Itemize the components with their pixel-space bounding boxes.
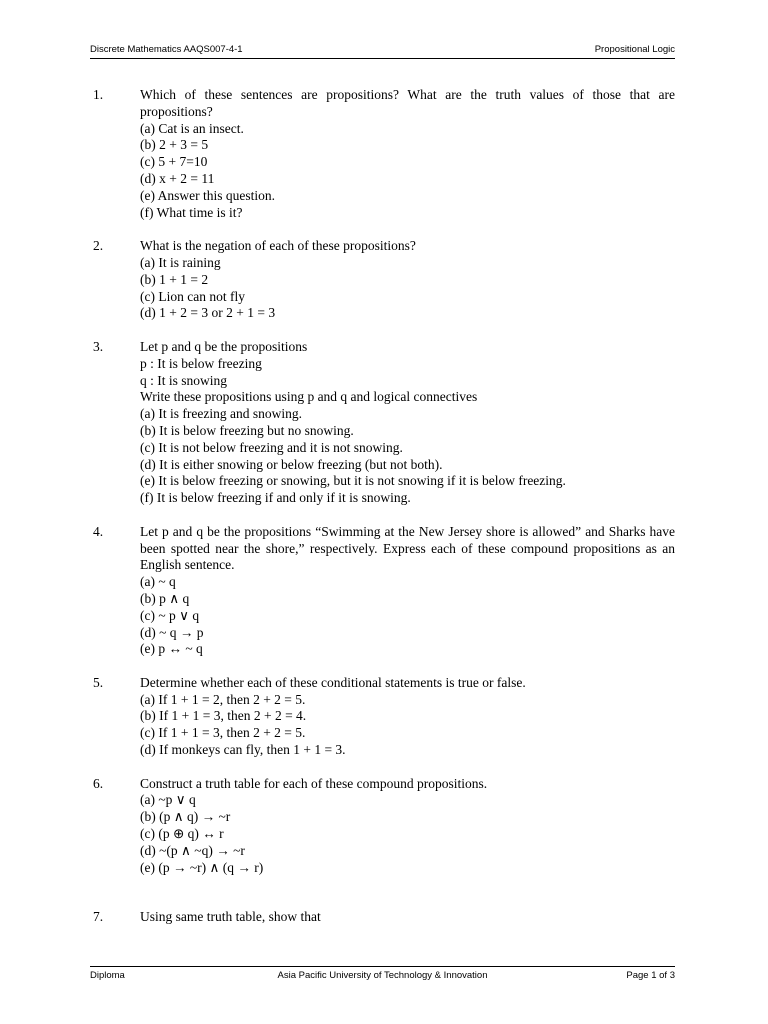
list-item: (c) 5 + 7=10: [140, 154, 208, 170]
question-text: Determine whether each of these conditional statements is true or false.: [140, 674, 526, 690]
question-6: [90, 776, 675, 877]
list-item: (a) ~p ∨ q: [140, 792, 196, 808]
question-number: 6.: [93, 775, 104, 791]
question-number: 4.: [93, 523, 104, 539]
list-item: (a) It is raining: [140, 254, 221, 270]
list-item: (e) It is below freezing or snowing, but it is not snowing if it is below freezing.: [140, 473, 566, 489]
list-item: (c) Lion can not fly: [140, 288, 245, 304]
footer-page-number: Page 1 of 3: [626, 970, 675, 981]
proposition-p: p : It is below freezing: [140, 355, 262, 371]
list-item: (e) Answer this question.: [140, 187, 275, 203]
question-instruction: Write these propositions using p and q and logical connectives: [140, 389, 478, 405]
list-item: (f) What time is it?: [140, 204, 243, 220]
list-item: (a) Cat is an insect.: [140, 120, 244, 136]
question-text: What is the negation of each of these propositions?: [140, 238, 416, 254]
page-footer: [90, 966, 675, 983]
list-item: (a) If 1 + 1 = 2, then 2 + 2 = 5.: [140, 691, 306, 707]
list-item: (c) (p ⊕ q) ↔ r: [140, 826, 224, 842]
question-5: [90, 675, 675, 759]
list-item: (d) It is either snowing or below freezing (but not both).: [140, 456, 443, 472]
page-header: [90, 44, 675, 59]
header-course: Discrete Mathematics AAQS007-4-1: [90, 44, 243, 55]
question-4: [90, 524, 675, 658]
question-text: Which of these sentences are propositions? What are the truth values of those that are propositions?: [140, 87, 675, 119]
proposition-q: q : It is snowing: [140, 372, 228, 388]
footer-institution: Asia Pacific University of Technology & Innovation: [277, 970, 488, 981]
list-item: (b) It is below freezing but no snowing.: [140, 422, 354, 438]
question-3: [90, 339, 675, 507]
question-text: Let p and q be the propositions “Swimming at the New Jersey shore is allowed” and Sharks have been spotted near the shore,” respectively. Express each of these compound propositions as an English sentence.: [140, 523, 675, 573]
question-number: 7.: [93, 909, 104, 925]
question-number: 3.: [93, 338, 104, 354]
question-text: Using same truth table, show that: [140, 909, 321, 925]
question-number: 1.: [93, 87, 104, 102]
header-topic: Propositional Logic: [594, 44, 675, 55]
list-item: (b) (p ∧ q) → ~r: [140, 809, 231, 825]
document-body: [90, 87, 675, 943]
list-item: (e) (p → ~r) ∧ (q → r): [140, 859, 264, 875]
question-number: 2.: [93, 238, 104, 254]
list-item: (c) ~ p ∨ q: [140, 607, 200, 623]
question-number: 5.: [93, 674, 104, 690]
list-item: (c) It is not below freezing and it is not snowing.: [140, 439, 403, 455]
list-item: (d) If monkeys can fly, then 1 + 1 = 3.: [140, 742, 346, 758]
list-item: (b) 2 + 3 = 5: [140, 137, 209, 153]
list-item: (d) x + 2 = 11: [140, 170, 215, 186]
list-item: (f) It is below freezing if and only if it is snowing.: [140, 490, 411, 506]
spacer: [90, 893, 675, 909]
question-2: [90, 238, 675, 322]
list-item: (b) If 1 + 1 = 3, then 2 + 2 = 4.: [140, 708, 307, 724]
list-item: (b) p ∧ q: [140, 590, 190, 606]
list-item: (a) ~ q: [140, 574, 176, 590]
list-item: (d) ~(p ∧ ~q) → ~r: [140, 842, 245, 858]
list-item: (a) It is freezing and snowing.: [140, 406, 302, 422]
list-item: (c) If 1 + 1 = 3, then 2 + 2 = 5.: [140, 725, 306, 741]
footer-program: Diploma: [90, 970, 125, 981]
question-1: [90, 87, 675, 221]
list-item: (d) ~ q → p: [140, 624, 204, 640]
question-text: Construct a truth table for each of these compound propositions.: [140, 775, 488, 791]
list-item: (e) p ↔ ~ q: [140, 641, 203, 657]
question-7: [90, 909, 675, 926]
list-item: (b) 1 + 1 = 2: [140, 271, 209, 287]
list-item: (d) 1 + 2 = 3 or 2 + 1 = 3: [140, 305, 276, 321]
question-text: Let p and q be the propositions: [140, 338, 308, 354]
